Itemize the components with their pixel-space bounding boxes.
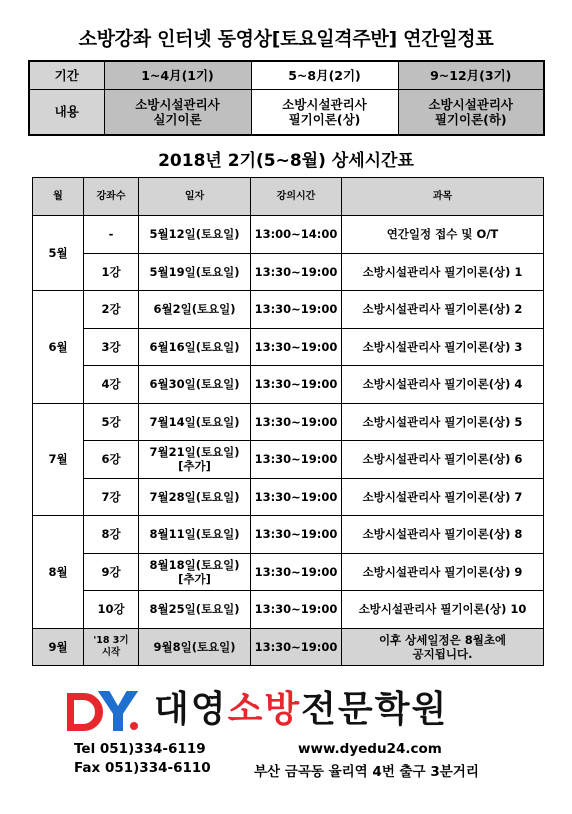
- table-header-row: [33, 178, 544, 216]
- lecture-date: 9월8일(토요일): [139, 628, 251, 665]
- detailed-schedule-table: [32, 177, 544, 666]
- date-line: 7월21일(토요일): [149, 445, 240, 460]
- period-label: 기간: [29, 61, 104, 89]
- content-line: 소방시설관리사: [282, 96, 367, 112]
- lecture-time: 13:30~19:00: [251, 253, 342, 291]
- lecture-subject: 소방시설관리사 필기이론(상) 2: [342, 291, 544, 329]
- lecture-subject: 소방시설관리사 필기이론(상) 1: [342, 253, 544, 291]
- lecture-subject: 소방시설관리사 필기이론(상) 8: [342, 516, 544, 554]
- header-lecture-no: 강좌수: [84, 178, 139, 216]
- lecture-no: 3강: [84, 328, 139, 366]
- content-term-3: [398, 89, 544, 135]
- lecture-no: 4강: [84, 366, 139, 404]
- content-line: 필기이론(하): [434, 111, 507, 127]
- header-date: 일자: [139, 178, 251, 216]
- lecture-subject: 소방시설관리사 필기이론(상) 10: [342, 591, 544, 629]
- lecture-date: 7월28일(토요일): [139, 478, 251, 516]
- month-cell: 9월: [33, 628, 84, 665]
- table-row: [33, 366, 544, 404]
- page-title: 소방강좌 인터넷 동영상[토요일격주반] 연간일정표: [78, 28, 494, 50]
- brand-part: 소방: [227, 689, 302, 730]
- brand-part: 대영: [154, 689, 228, 730]
- month-cell: 6월: [33, 291, 84, 404]
- annual-overview-table: [28, 60, 545, 136]
- content-line: 실기이론: [153, 111, 202, 127]
- next-term-row: [33, 628, 544, 665]
- lecture-subject: 연간일정 접수 및 O/T: [342, 216, 544, 254]
- lecture-no: 1강: [84, 253, 139, 291]
- table-row: [33, 478, 544, 516]
- note-line: 시작: [101, 646, 121, 658]
- content-line: 소방시설관리사: [135, 96, 220, 112]
- phone-number: Tel 051)334-6119: [74, 741, 206, 757]
- content-term-2: [251, 89, 398, 135]
- lecture-time: 13:30~19:00: [251, 403, 342, 441]
- lecture-date: 5월12일(토요일): [139, 216, 251, 254]
- dy-logo-mark: [62, 686, 150, 736]
- subject-line: 이후 상세일정은 8월초에: [378, 632, 507, 647]
- academy-name: [154, 688, 448, 732]
- table-row: [33, 591, 544, 629]
- lecture-time: 13:30~19:00: [251, 328, 342, 366]
- academy-logo: [62, 686, 522, 736]
- lecture-time: 13:30~19:00: [251, 441, 342, 479]
- lecture-no: 5강: [84, 403, 139, 441]
- table-row: [33, 291, 544, 329]
- lecture-date: [139, 553, 251, 591]
- lecture-time: 13:30~19:00: [251, 628, 342, 665]
- lecture-no: 6강: [84, 441, 139, 479]
- date-line: 8월18일(토요일): [149, 557, 240, 572]
- period-term-1: 1~4月(1기): [104, 61, 251, 89]
- lecture-date: [139, 441, 251, 479]
- header-time: 강의시간: [251, 178, 342, 216]
- content-term-1: [104, 89, 251, 135]
- lecture-date: 6월16일(토요일): [139, 328, 251, 366]
- website-link[interactable]: www.dyedu24.com: [298, 741, 442, 757]
- lecture-no: 10강: [84, 591, 139, 629]
- lecture-date: 8월25일(토요일): [139, 591, 251, 629]
- lecture-time: 13:30~19:00: [251, 366, 342, 404]
- lecture-time: 13:30~19:00: [251, 591, 342, 629]
- lecture-no: 2강: [84, 291, 139, 329]
- brand-part: 학원: [374, 689, 449, 730]
- table-row: [33, 441, 544, 479]
- lecture-no: 9강: [84, 553, 139, 591]
- period-term-3: 9~12月(3기): [398, 61, 544, 89]
- lecture-date: 6월30일(토요일): [139, 366, 251, 404]
- table-row: [33, 253, 544, 291]
- month-cell: 7월: [33, 403, 84, 516]
- table-row: [33, 328, 544, 366]
- lecture-no: 7강: [84, 478, 139, 516]
- note-line: '18 3기: [93, 634, 129, 646]
- header-month: 월: [33, 178, 84, 216]
- date-extra-tag: [추가]: [178, 459, 211, 474]
- lecture-date: 6월2일(토요일): [139, 291, 251, 329]
- next-term-note: [84, 628, 139, 665]
- lecture-subject: 소방시설관리사 필기이론(상) 6: [342, 441, 544, 479]
- period-term-2: 5~8月(2기): [251, 61, 398, 89]
- date-extra-tag: [추가]: [178, 571, 211, 586]
- brand-part: 전문: [301, 689, 375, 730]
- lecture-date: 8월11일(토요일): [139, 516, 251, 554]
- schedule-subtitle: 2018년 2기(5~8월) 상세시간표: [158, 151, 414, 171]
- lecture-subject: 소방시설관리사 필기이론(상) 5: [342, 403, 544, 441]
- lecture-subject: 소방시설관리사 필기이론(상) 4: [342, 366, 544, 404]
- lecture-subject: 소방시설관리사 필기이론(상) 7: [342, 478, 544, 516]
- month-cell: 8월: [33, 516, 84, 629]
- lecture-date: 5월19일(토요일): [139, 253, 251, 291]
- lecture-time: 13:00~14:00: [251, 216, 342, 254]
- lecture-time: 13:30~19:00: [251, 291, 342, 329]
- next-term-subject: [342, 628, 544, 665]
- table-row: [33, 403, 544, 441]
- lecture-date: 7월14일(토요일): [139, 403, 251, 441]
- subject-line: 공지됩니다.: [412, 646, 473, 661]
- table-row: [33, 216, 544, 254]
- content-line: 소방시설관리사: [428, 96, 514, 112]
- lecture-time: 13:30~19:00: [251, 553, 342, 591]
- lecture-time: 13:30~19:00: [251, 516, 342, 554]
- header-subject: 과목: [342, 178, 544, 216]
- lecture-time: 13:30~19:00: [251, 478, 342, 516]
- table-row: [33, 516, 544, 554]
- lecture-no: -: [84, 216, 139, 254]
- lecture-subject: 소방시설관리사 필기이론(상) 3: [342, 328, 544, 366]
- content-label: 내용: [29, 89, 104, 135]
- lecture-subject: 소방시설관리사 필기이론(상) 9: [342, 553, 544, 591]
- lecture-no: 8강: [84, 516, 139, 554]
- address: 부산 금곡동 율리역 4번 출구 3분거리: [254, 764, 479, 780]
- month-cell: 5월: [33, 216, 84, 291]
- fax-number: Fax 051)334-6110: [74, 760, 211, 776]
- table-row: [33, 553, 544, 591]
- content-line: 필기이론(상): [288, 111, 361, 127]
